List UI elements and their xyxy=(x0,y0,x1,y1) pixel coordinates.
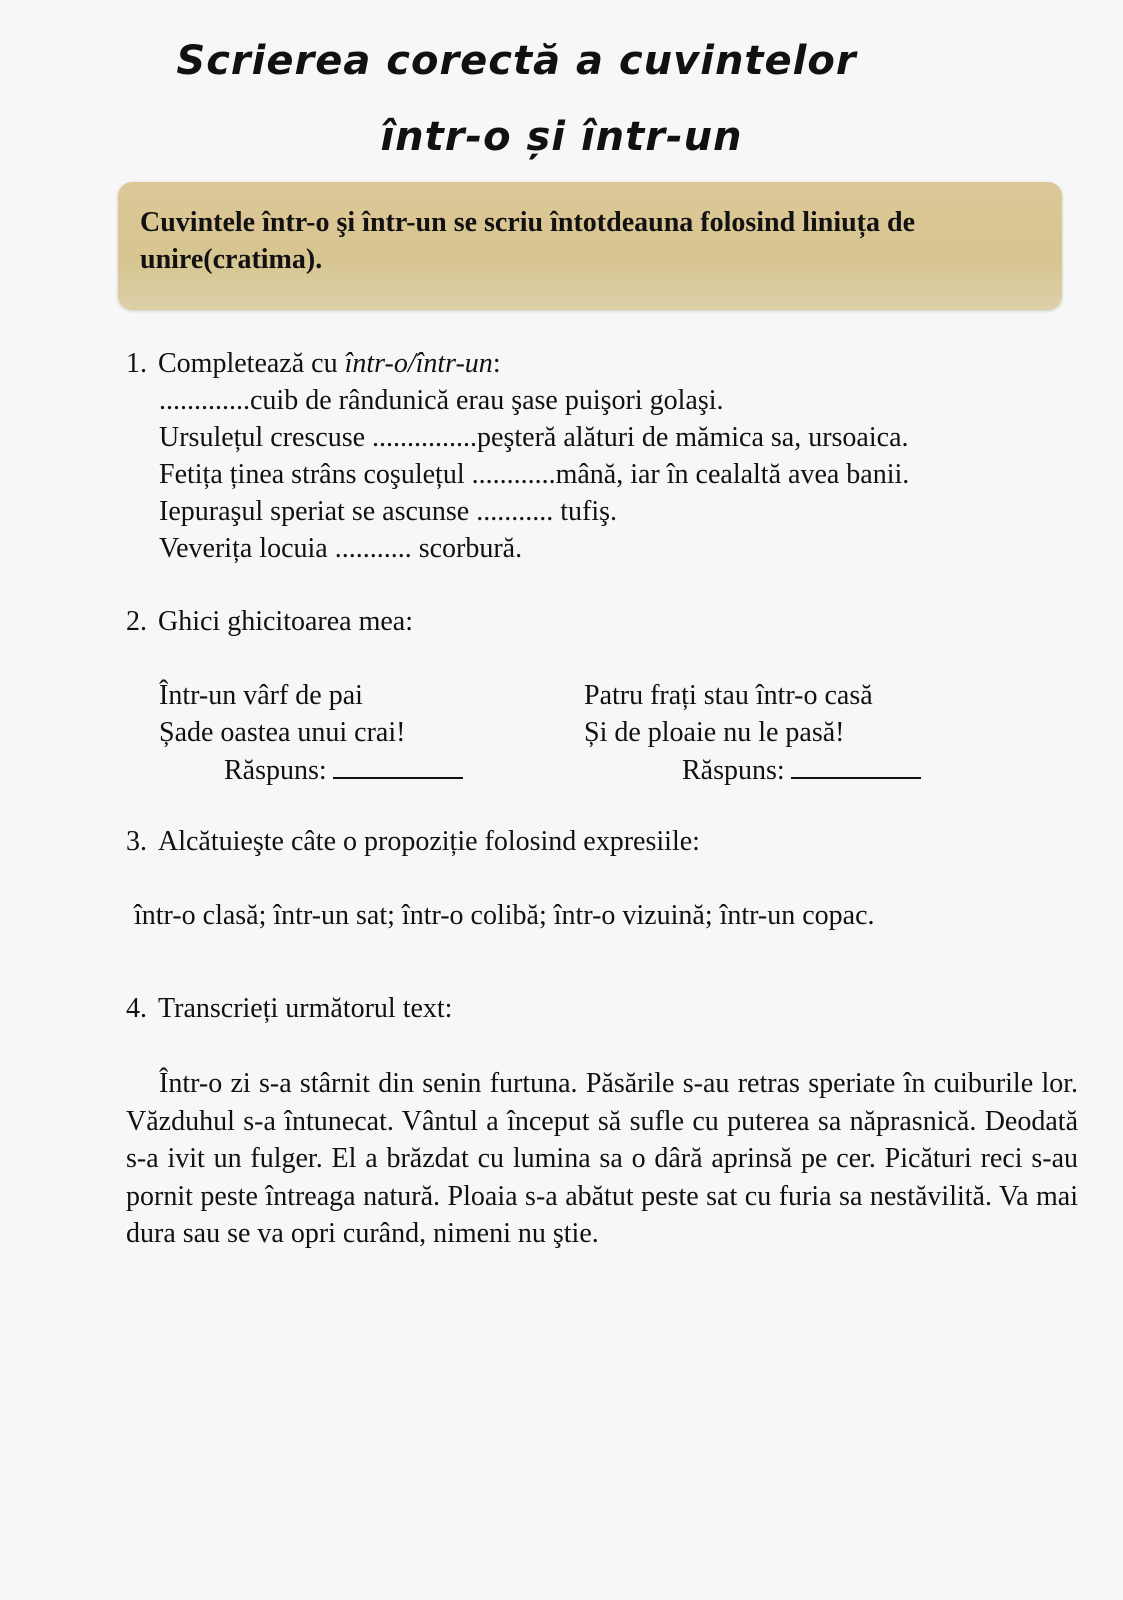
exercise-3-expressions: într-o clasă; într-un sat; într-o colibă; într-o vizuină; într-un copac. xyxy=(134,900,875,931)
exercise-4-text: Într-o zi s-a stârnit din senin furtuna. Păsările s-au retras speriate în cuiburile lor. Văzduhul s-a întunecat. Vântul a început să sufle cu puterea sa năprasnică. Deodată s-a ivit un fulger. El a brăzdat cu lumina sa o dâră aprinsă pe cer. Picături reci s-au pornit peste întreaga natură. Ploaia s-a abătut peste sat cu furia sa nestăvilită. Va mai dura sau se va opri curând, nimeni nu ştie. xyxy=(126,1068,1078,1249)
exercise-1-label-italic: într-o/într-un xyxy=(344,348,493,379)
exercise-1-label-suffix: : xyxy=(492,348,501,379)
exercise-3-heading xyxy=(126,823,700,860)
riddle-left-line: Într-un vârf de pai xyxy=(159,680,363,711)
answer-label: Răspuns: xyxy=(682,755,785,786)
exercise-1-heading xyxy=(126,345,501,382)
riddle-right-line: Patru frați stau într-o casă xyxy=(584,680,873,711)
exercise-4-number: 4. xyxy=(126,993,147,1024)
exercise-1-line: .............cuib de rândunică erau şase puişori golaşi. xyxy=(159,385,724,416)
rule-callout-box xyxy=(118,182,1062,310)
riddle-left-line: Șade oastea unui crai! xyxy=(159,717,406,748)
exercise-1-line: Iepuraşul speriat se ascunse ........... tufiş. xyxy=(159,496,617,527)
exercise-4-label: Transcrieți următorul text: xyxy=(158,993,453,1024)
riddle-left-answer xyxy=(224,751,463,789)
answer-blank-line[interactable] xyxy=(333,751,463,779)
exercise-2-label: Ghici ghicitoarea mea: xyxy=(158,606,413,637)
answer-label: Răspuns: xyxy=(224,755,327,786)
exercise-3-label: Alcătuieşte câte o propoziție folosind expresiile: xyxy=(158,826,700,857)
exercise-3-number: 3. xyxy=(126,826,147,857)
exercise-2-number: 2. xyxy=(126,606,147,637)
riddle-right-answer xyxy=(682,751,921,789)
exercise-2-heading xyxy=(126,603,413,640)
page-title-line-1: Scrierea corectă a cuvintelor xyxy=(176,38,857,84)
exercise-1-line: Fetița ținea strâns coşulețul ............mână, iar în cealaltă avea banii. xyxy=(159,459,910,490)
exercise-1-number: 1. xyxy=(126,348,147,379)
exercise-1-line: Ursulețul crescuse ...............peşteră alături de mămica sa, ursoaica. xyxy=(159,422,909,453)
exercise-4-heading xyxy=(126,990,452,1027)
riddle-right-line: Și de ploaie nu le pasă! xyxy=(584,717,845,748)
page-title-line-2: într-o și într-un xyxy=(380,114,743,160)
rule-text: Cuvintele într-o şi într-un se scriu întotdeauna folosind liniuța de unire(cratima). xyxy=(140,207,916,275)
exercise-1-label-prefix: Completează cu xyxy=(158,348,345,379)
exercise-1-line: Veverița locuia ........... scorbură. xyxy=(159,533,523,564)
answer-blank-line[interactable] xyxy=(791,751,921,779)
